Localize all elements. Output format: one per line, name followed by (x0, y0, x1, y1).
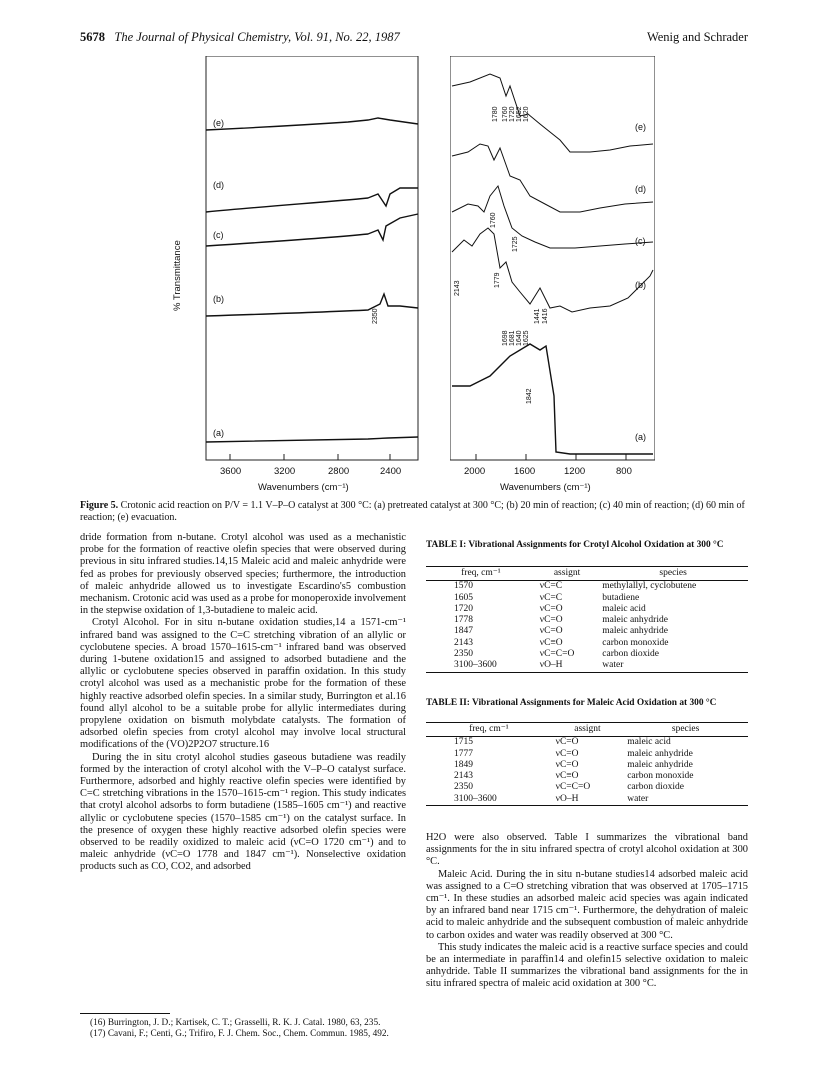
assignment-cell: νC≡O (555, 771, 579, 782)
peak-label: 1779 (494, 272, 501, 288)
table-row (426, 782, 748, 793)
reference: (16) Burrington, J. D.; Kartisek, C. T.; Grasselli, R. K. J. Catal. 1980, 63, 235. (90, 1018, 381, 1028)
assignment-cell: νC=O (539, 626, 563, 637)
peak-label: 1760 (490, 212, 497, 228)
assignment-cell: νO–H (552, 794, 624, 806)
column-header: species (623, 723, 748, 737)
peak-label: 1725 (512, 236, 519, 252)
table-row (426, 749, 748, 760)
caption-label: Figure 5. (80, 500, 119, 511)
paragraph: dride formation from n-butane. Crotyl alcohol was used as a mechanistic probe for the formation of reactive olefin species that were observed during previous in situ infrared studies.14,15 Maleic acid and maleic anhydride were fed as probes for previously observed species; furthermore, the introduction of maleic anhydride allowed us to investigate Escardino's5 combustion mechanism. Crotonic acid was used as a probe for monoperoxide involvement in the stepwise oxidation of 1,3-butadiene to maleic acid. (80, 532, 406, 617)
freq-cell: 3100–3600 (426, 660, 536, 672)
assignment-cell: νC=O (539, 603, 563, 614)
peak-label: 1620 (523, 106, 530, 122)
page-number: 5678 (80, 30, 105, 44)
table-row (426, 660, 748, 672)
table-row (426, 615, 748, 626)
peak-label: 1652 (516, 106, 523, 122)
freq-cell: 1605 (454, 592, 473, 603)
freq-cell: 2143 (454, 771, 473, 782)
assignment-cell: νC=C=O (555, 782, 591, 793)
table-row (426, 593, 748, 604)
table2 (426, 722, 748, 806)
spectrum-label-d: (d) (213, 180, 224, 190)
references (80, 1018, 406, 1040)
peak-label-2350: 2350 (372, 308, 379, 324)
species-cell: water (598, 660, 748, 672)
freq-cell: 2350 (454, 649, 473, 660)
assignment-cell: νO–H (536, 660, 598, 672)
table-row (426, 771, 748, 782)
freq-cell: 1715 (454, 737, 473, 748)
assignment-cell: νC=O (555, 737, 579, 748)
spectrum-label-a: (a) (213, 428, 224, 438)
table-row (426, 737, 748, 749)
x-tick: 800 (616, 466, 632, 477)
paragraph: This study indicates the maleic acid is a reactive surface species and could be an intermediate in paraffin14 and olefin15 selective oxidation to maleic anhydride. Table II summarizes the vibrational band assignments for the in situ infrared spectra of maleic acid oxidation at 300 °C. (426, 941, 748, 990)
table-row (426, 638, 748, 649)
freq-cell: 3100–3600 (426, 794, 552, 806)
caption-text: Crotonic acid reaction on P/V = 1.1 V–P–O catalyst at 300 °C: (a) pretreated catalyst at 300 °C; (b) 20 min of reaction; (c) 40 min of reaction; (d) 60 min of reaction; (e) evacuation. (80, 500, 745, 523)
peak-label: 1681 (509, 330, 516, 346)
species-cell: maleic anhydride (627, 748, 693, 759)
column-header: freq, cm⁻¹ (426, 723, 552, 737)
table-row (426, 794, 748, 806)
species-cell: maleic anhydride (602, 615, 668, 626)
paragraph: Crotyl Alcohol. For in situ n-butane oxidation studies,14 a 1571-cm⁻¹ infrared band was assigned to the C=C stretching vibration of an allylic or cyclobutene species. A broad 1570–1615-cm⁻¹ infrared band was observed during 1-butene oxidation15 and assigned to adsorbed butadiene and the allylic or cyclobutene species observed in paraffin oxidation. In this study crotyl alcohol was used as a mechanistic probe for the formation of these highly reactive adsorbed olefin species. In a similar study, Burrington et al.16 found allyl alcohol to be a suitable probe for allylic intermediates during propylene oxidation on bismuth molybdate catalysts. The formation of adsorbed olefin species from crotyl alcohol may involve local structural modifications of the (VO)2P2O7 structure.16 (80, 617, 406, 751)
column-header: assignt (552, 723, 624, 737)
freq-cell: 1847 (454, 626, 473, 637)
assignment-cell: νC=C (539, 592, 563, 603)
figure-left-panel (168, 56, 422, 496)
species-cell: water (623, 794, 748, 806)
peak-label: 1625 (523, 330, 530, 346)
figure-right-panel (450, 56, 655, 496)
paragraph: During the in situ crotyl alcohol studies gaseous butadiene was readily formed by the interaction of crotyl alcohol with the V–P–O catalyst surface. Furthermore, adsorbed and highly reactive olefin species were identified by C=C stretching vibrations in the 1570–1615-cm⁻¹ region. This study indicates that crotyl alcohol adsorbs to form butadiene (1585–1605 cm⁻¹) and reactive allylic or cyclobutene species (1570–1585 cm⁻¹) on the catalyst surface. In the presence of oxygen these highly reactive adsorbed olefin species were observed to be readily oxidized to maleic acid (νC=O 1720 cm⁻¹) and to maleic anhydride (νC=O 1778 and 1847 cm⁻¹). Nonselective oxidation products such as CO, CO2, and adsorbed (80, 751, 406, 873)
assignment-cell: νC≡O (539, 637, 563, 648)
spectrum-label-c: (c) (213, 230, 224, 240)
assignment-cell: νC=C (539, 581, 563, 592)
species-cell: maleic acid (602, 603, 646, 614)
table1 (426, 566, 748, 673)
freq-cell: 1849 (454, 759, 473, 770)
x-tick: 2800 (328, 466, 350, 477)
left-column (80, 532, 406, 874)
species-cell: carbon monoxide (627, 771, 694, 782)
spectrum-label-c: (c) (635, 236, 646, 246)
species-cell: carbon dioxide (602, 649, 659, 660)
y-axis-label: % Transmittance (172, 240, 183, 311)
footnote-rule (80, 1013, 170, 1014)
assignment-cell: νC=O (555, 759, 579, 770)
spectrum-label-d: (d) (635, 184, 646, 194)
paragraph: Maleic Acid. During the in situ n-butane studies14 adsorbed maleic acid was assigned to a C=O stretching vibration that was observed at 1705–1715 cm⁻¹. In these studies an adsorbed maleic acid species was again indicated by an infrared band near 1715 cm⁻¹. Furthermore, the dehydration of maleic acid to maleic anhydride and the subsequent combustion of maleic anhydride to carbon oxides and water was readily observed at 300 °C. (426, 868, 748, 941)
table-header-row (426, 567, 748, 581)
table-header-row (426, 723, 748, 737)
peak-label: 1780 (492, 106, 499, 122)
table2-title: TABLE II: Vibrational Assignments for Maleic Acid Oxidation at 300 °C (426, 698, 717, 708)
x-axis-label: Wavenumbers (cm⁻¹) (258, 482, 349, 493)
column-header: species (598, 567, 748, 581)
freq-cell: 1778 (454, 615, 473, 626)
table-row (426, 626, 748, 637)
paragraph: H2O were also observed. Table I summarizes the vibrational band assignments for the in situ infrared spectra of crotyl alcohol oxidation at 300 °C. (426, 832, 748, 868)
x-tick: 1200 (564, 466, 586, 477)
spectrum-label-e: (e) (635, 122, 646, 132)
species-cell: maleic acid (627, 737, 671, 748)
species-cell: maleic anhydride (602, 626, 668, 637)
reference: (17) Cavani, F.; Centi, G.; Trifiro, F. J. Chem. Soc., Chem. Commun. 1985, 492. (90, 1029, 389, 1039)
peak-label: 1760 (502, 106, 509, 122)
peak-label: 1416 (542, 308, 549, 324)
running-authors: Wenig and Schrader (646, 30, 748, 44)
species-cell: carbon monoxide (602, 637, 669, 648)
species-cell: maleic anhydride (627, 759, 693, 770)
x-tick: 2000 (464, 466, 486, 477)
page-header (80, 30, 400, 45)
table-row (426, 581, 748, 593)
spectrum-label-a: (a) (635, 432, 646, 442)
x-axis-label: Wavenumbers (cm⁻¹) (500, 482, 591, 493)
table-row (426, 760, 748, 771)
figure-caption (80, 500, 748, 524)
assignment-cell: νC=O (539, 615, 563, 626)
table1-title: TABLE I: Vibrational Assignments for Crotyl Alcohol Oxidation at 300 °C (426, 540, 724, 550)
peak-label: 1698 (502, 330, 509, 346)
peak-label: 1842 (526, 388, 533, 404)
peak-label: 1441 (534, 308, 541, 324)
freq-cell: 1777 (454, 748, 473, 759)
species-cell: carbon dioxide (627, 782, 684, 793)
spectrum-label-e: (e) (213, 118, 224, 128)
column-header: freq, cm⁻¹ (426, 567, 536, 581)
journal-title: The Journal of Physical Chemistry, Vol. 91, No. 22, 1987 (114, 30, 400, 44)
x-tick: 3200 (274, 466, 296, 477)
column-header: assignt (536, 567, 598, 581)
peak-label: 1720 (509, 106, 516, 122)
table-row (426, 649, 748, 660)
peak-label: 2143 (454, 280, 461, 296)
species-cell: butadiene (602, 592, 640, 603)
right-column (426, 832, 748, 991)
x-tick: 1600 (514, 466, 536, 477)
species-cell: methylallyl, cyclobutene (602, 581, 697, 592)
freq-cell: 1570 (454, 581, 473, 592)
assignment-cell: νC=C=O (539, 649, 575, 660)
spectrum-label-b: (b) (213, 294, 224, 304)
x-tick: 3600 (220, 466, 242, 477)
assignment-cell: νC=O (555, 748, 579, 759)
spectrum-label-b: (b) (635, 280, 646, 290)
x-tick: 2400 (380, 466, 402, 477)
freq-cell: 2143 (454, 637, 473, 648)
freq-cell: 1720 (454, 603, 473, 614)
peak-label: 1640 (516, 330, 523, 346)
freq-cell: 2350 (454, 782, 473, 793)
table-row (426, 604, 748, 615)
